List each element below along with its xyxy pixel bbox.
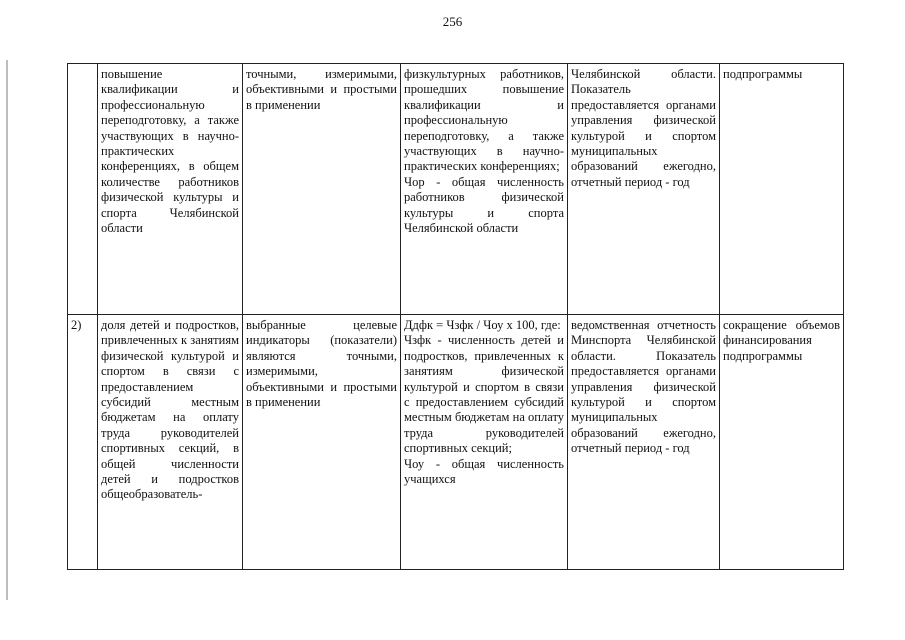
row-number-cell <box>68 64 98 315</box>
indicator-justification-cell <box>243 315 401 570</box>
indicator-name: доля детей и подростков, привлеченных к занятиям физической культурой и спортом в связи с предоставлением субсидий местным бюджетам на оплату труда руководителей спортивных секций, в общей численности детей и подростков общеобразователь- <box>101 318 239 502</box>
scan-edge-line <box>6 60 8 600</box>
indicator-justification-cell <box>243 64 401 315</box>
data-source-cell <box>568 315 720 570</box>
indicators-table <box>67 63 844 570</box>
risk-cell <box>720 315 844 570</box>
calculation-method: физкультурных работников, прошедших повышение квалификации и профессиональную переподготовку, а также участвующих в научно-практических конференциях; Чор - общая численность работников физической культуры и спорта Челябинской области <box>404 67 564 236</box>
page-number: 256 <box>442 14 463 29</box>
calculation-method-cell <box>401 315 568 570</box>
indicator-name-cell <box>98 315 243 570</box>
calculation-method: Ддфк = Чзфк / Чоу х 100, где: Чзфк - численность детей и подростков, привлеченных к занятиям физической культурой и спортом в связи с предоставлением субсидий местным бюджетам на оплату труда руководителей спортивных секций; Чоу - общая численность учащихся <box>404 318 564 487</box>
risk-text: сокращение объемов финансирования подпрограммы <box>723 318 840 363</box>
data-source: ведомственная отчетность Минспорта Челябинской области. Показатель предоставляется органами управления физической культурой и спортом муниципальных образований ежегодно, отчетный период - год <box>571 318 716 456</box>
indicator-justification: точными, измеримыми, объективными и простыми в применении <box>246 67 397 112</box>
data-source-cell <box>568 64 720 315</box>
table-row <box>68 315 844 570</box>
indicator-name: повышение квалификации и профессиональную переподготовку, а также участвующих в научно-практических конференциях, в общем количестве работников физической культуры и спорта Челябинской области <box>101 67 239 236</box>
row-number: 2) <box>71 318 82 332</box>
risk-text: подпрограммы <box>723 67 803 81</box>
indicator-name-cell <box>98 64 243 315</box>
table-row <box>68 64 844 315</box>
row-number-cell <box>68 315 98 570</box>
calculation-method-cell <box>401 64 568 315</box>
indicator-justification: выбранные целевые индикаторы (показатели) являются точными, измеримыми, объективными и простыми в применении <box>246 318 397 410</box>
data-source: Челябинской области. Показатель предоставляется органами управления физической культурой и спортом муниципальных образований ежегодно, отчетный период - год <box>571 67 716 189</box>
risk-cell <box>720 64 844 315</box>
